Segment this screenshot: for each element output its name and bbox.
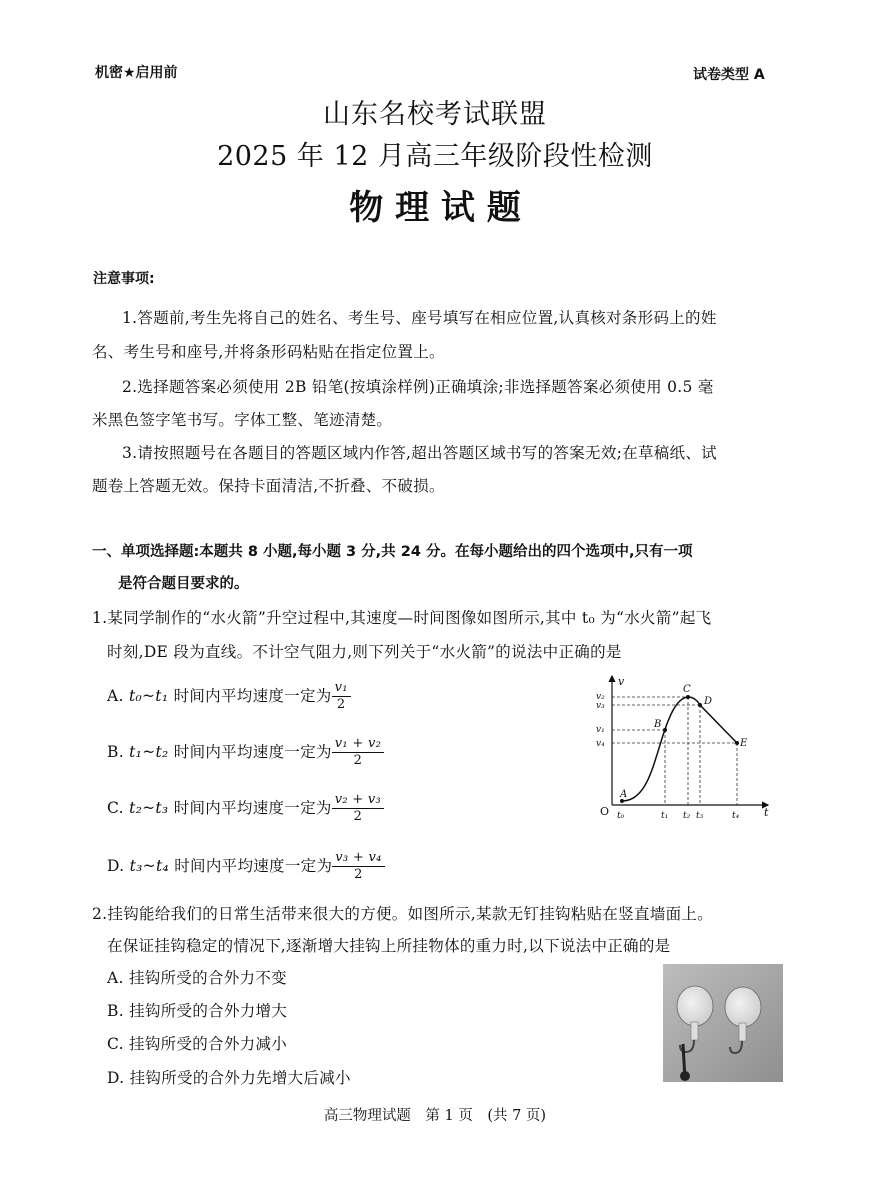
origin-label: O	[600, 805, 610, 818]
notice-line: 名、考生号和座号,并将条形码粘贴在指定位置上。	[92, 343, 445, 361]
subject-title: 物 理 试 题	[349, 188, 521, 228]
y-label-v1: v₁	[596, 725, 605, 735]
q2-option-d: D. 挂钩所受的合外力先增大后减小	[107, 1069, 351, 1087]
notice-title: 注意事项:	[93, 271, 155, 287]
notice-line: 2.选择题答案必须使用 2B 铅笔(按填涂样例)正确填涂;非选择题答案必须使用 0.5 毫	[122, 378, 714, 396]
axis-t-label: t	[764, 806, 769, 819]
point-label-c: C	[683, 684, 691, 695]
q1-stem: 1.某同学制作的“水火箭”升空过程中,其速度—时间图像如图所示,其中 t₀ 为“水火箭”起飞	[92, 609, 712, 627]
guide-lines	[612, 697, 737, 805]
y-label-v3: v₃	[596, 701, 605, 711]
q1-option-a: A. t₀~t₁ 时间内平均速度一定为 $\frac{\text{v₁}}{2}$	[107, 680, 351, 714]
x-label-t0: t₀	[617, 811, 625, 821]
point-label-e: E	[740, 738, 748, 749]
org-title: 山东名校考试联盟	[323, 99, 547, 130]
secret-label: 机密★启用前	[95, 65, 178, 81]
section-heading: 一、单项选择题:本题共 8 小题,每小题 3 分,共 24 分。在每小题给出的四个选项中,只有一项	[92, 544, 693, 560]
y-label-v4: v₄	[596, 739, 605, 749]
q1-option-b: B. t₁~t₂ 时间内平均速度一定为 $\frac{\text{v₁ + v₂}}{2}$	[107, 736, 384, 770]
q1-stem-cont: 时刻,DE 段为直线。不计空气阻力,则下列关于“水火箭”的说法中正确的是	[107, 643, 622, 661]
point-label-b: B	[654, 719, 662, 730]
q2-option-a: A. 挂钩所受的合外力不变	[107, 969, 287, 987]
paper-type-label: 试卷类型 A	[693, 67, 765, 83]
q1-option-c: C. t₂~t₃ 时间内平均速度一定为 $\frac{\text{v₂ + v₃}}{2}$	[107, 792, 384, 826]
point-label-a: A	[620, 789, 628, 800]
vt-curve	[622, 697, 737, 801]
section-heading-cont: 是符合题目要求的。	[118, 576, 249, 592]
q2-stem-cont: 在保证挂钩稳定的情况下,逐渐增大挂钩上所挂物体的重力时,以下说法中正确的是	[107, 937, 671, 955]
axis-v-label: v	[618, 675, 625, 688]
x-label-t3: t₃	[696, 811, 704, 821]
hooks-photo	[663, 964, 783, 1082]
q2-option-c: C. 挂钩所受的合外力减小	[107, 1035, 288, 1053]
notice-line: 米黑色签字笔书写。字体工整、笔迹清楚。	[92, 411, 393, 429]
curve-points	[620, 695, 739, 803]
q2-option-b: B. 挂钩所受的合外力增大	[107, 1002, 288, 1020]
exam-title: 2025 年 12 月高三年级阶段性检测	[217, 141, 653, 172]
x-label-t1: t₁	[661, 811, 669, 821]
notice-line: 题卷上答题无效。保持卡面清洁,不折叠、不破损。	[92, 477, 445, 495]
y-label-v2: v₂	[596, 692, 605, 702]
notice-line: 3.请按照题号在各题目的答题区域内作答,超出答题区域书写的答案无效;在草稿纸、试	[122, 444, 717, 462]
point-label-d: D	[704, 696, 713, 707]
q1-vt-graph	[590, 670, 780, 825]
x-label-t2: t₂	[683, 811, 691, 821]
page-footer: 高三物理试题 第 1 页 (共 7 页)	[323, 1108, 547, 1124]
q2-stem: 2.挂钩能给我们的日常生活带来很大的方便。如图所示,某款无钉挂钩粘贴在竖直墙面上。	[92, 905, 714, 923]
x-label-t4: t₄	[732, 811, 740, 821]
q1-option-d: D. t₃~t₄ 时间内平均速度一定为 $\frac{\text{v₃ + v₄}}{2}$	[107, 850, 385, 884]
notice-line: 1.答题前,考生先将自己的姓名、考生号、座号填写在相应位置,认真核对条形码上的姓	[122, 309, 717, 327]
